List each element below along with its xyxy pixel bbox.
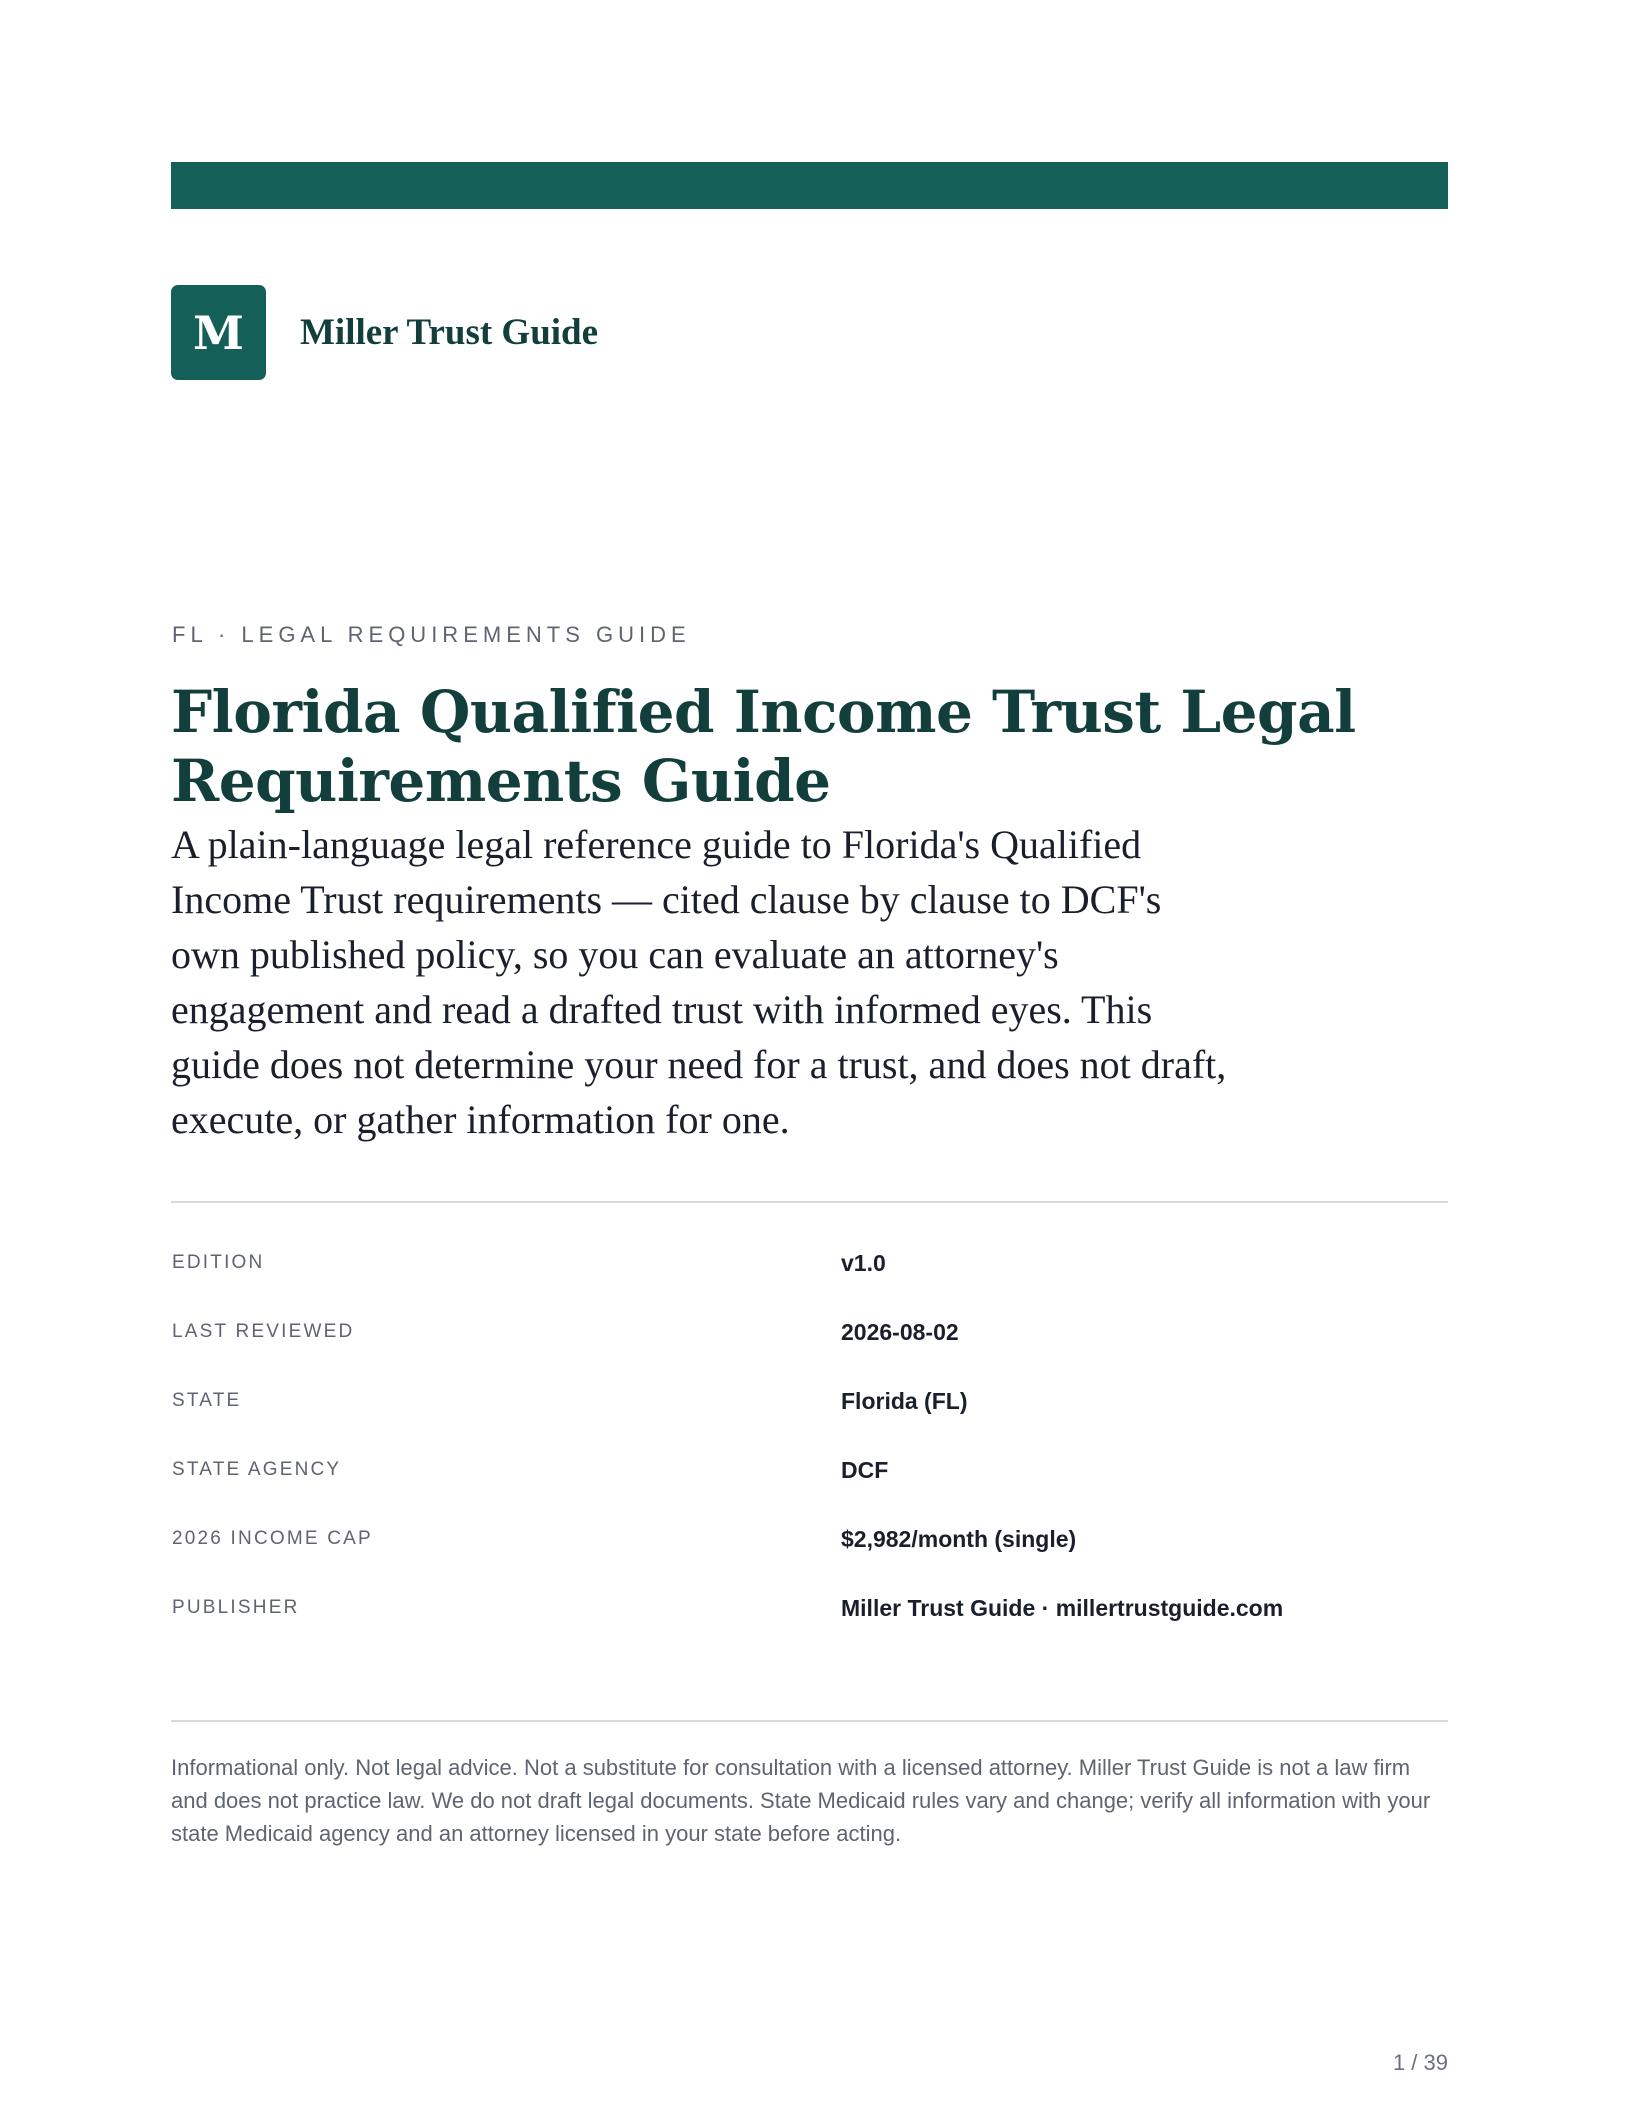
meta-label: PUBLISHER — [172, 1597, 300, 1618]
meta-label: 2026 INCOME CAP — [172, 1528, 373, 1549]
brand-header — [171, 285, 598, 380]
meta-row-state-agency — [171, 1435, 1448, 1504]
meta-row-income-cap — [171, 1504, 1448, 1573]
meta-row-publisher — [171, 1573, 1448, 1642]
meta-value: v1.0 — [841, 1250, 886, 1276]
page-number: 1 / 39 — [1392, 2050, 1448, 2075]
metadata-table — [171, 1228, 1448, 1642]
legal-disclaimer: Informational only. Not legal advice. Not a substitute for consultation with a licensed attorney. Miller Trust Guide is not a law firm and does not practice law. We do not draft legal documents. State Medicaid rules vary and change; verify all information with your state Medicaid agency and an attorney licensed in your state before acting. — [171, 1755, 1431, 1846]
document-page — [171, 0, 1448, 2112]
meta-value: Miller Trust Guide · millertrustguide.com — [841, 1595, 1284, 1621]
divider — [171, 1720, 1448, 1722]
meta-label: STATE AGENCY — [172, 1459, 342, 1480]
meta-value: 2026-08-02 — [841, 1319, 959, 1345]
document-subtitle: A plain-language legal reference guide to Florida's Qualified Income Trust requirements — cited clause by clause to DCF's own published policy, so you can evaluate an attorney's engagement and read a drafted trust with informed eyes. This guide does not determine your need for a trust, and does not draft, execute, or gather information for one. — [171, 822, 1227, 1142]
document-eyebrow: FL · LEGAL REQUIREMENTS GUIDE — [172, 622, 691, 647]
brand-logo-mark: M — [171, 285, 266, 380]
document-title: Florida Qualified Income Trust Legal Requirements Guide — [171, 678, 1356, 815]
brand-name: Miller Trust Guide — [300, 312, 599, 353]
meta-value: DCF — [841, 1457, 889, 1483]
meta-value: Florida (FL) — [841, 1388, 968, 1414]
top-accent-bar — [171, 162, 1448, 209]
meta-label: EDITION — [172, 1252, 265, 1273]
meta-value: $2,982/month (single) — [841, 1526, 1077, 1552]
meta-row-last-reviewed — [171, 1297, 1448, 1366]
meta-label: LAST REVIEWED — [172, 1321, 355, 1342]
divider — [171, 1201, 1448, 1203]
meta-row-edition — [171, 1228, 1448, 1297]
meta-label: STATE — [172, 1390, 242, 1411]
meta-row-state — [171, 1366, 1448, 1435]
